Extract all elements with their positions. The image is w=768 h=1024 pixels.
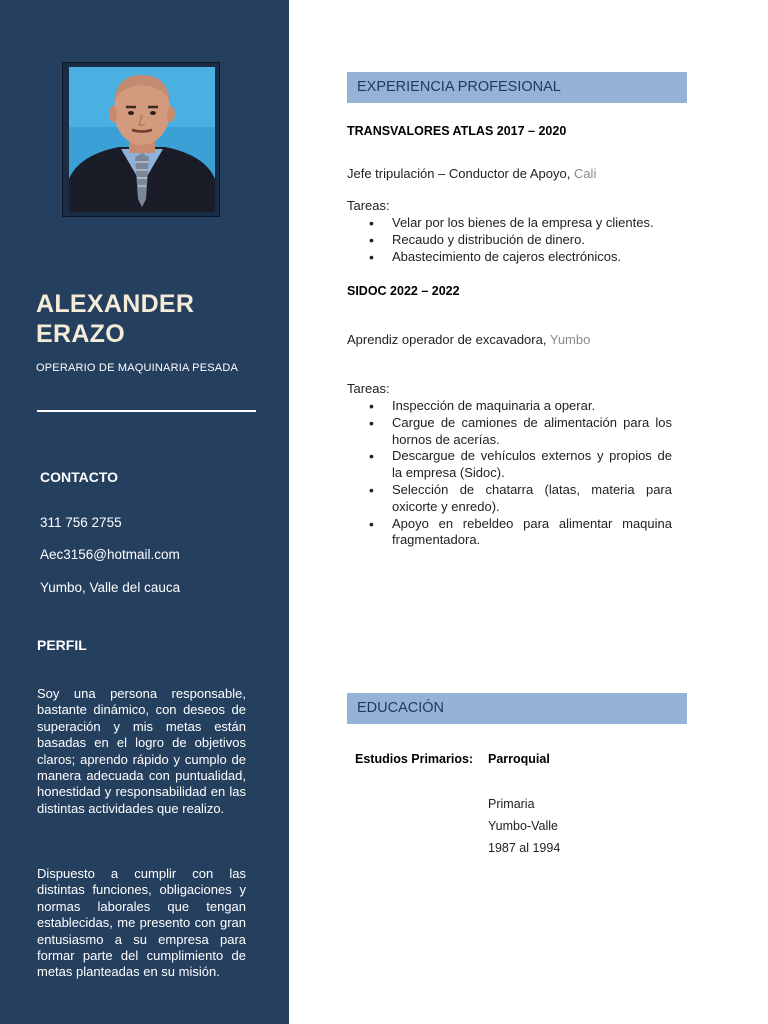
education-place: Yumbo-Valle (488, 819, 558, 833)
education-level: Primaria (488, 797, 535, 811)
list-item: • Cargue de camiones de alimentación para los hornos de acerías. (347, 415, 672, 449)
contact-heading: CONTACTO (40, 469, 119, 485)
job-position-title-2: Aprendiz operador de excavadora (347, 332, 543, 347)
sidebar (0, 0, 289, 1024)
experience-heading: EXPERIENCIA PROFESIONAL (347, 72, 687, 103)
list-item: • Inspección de maquinaria a operar. (347, 398, 672, 415)
last-name: ERAZO (36, 320, 125, 348)
divider (37, 410, 256, 412)
portrait-image (69, 67, 215, 212)
main-content (289, 0, 768, 1024)
tasks-label-2: Tareas: (347, 381, 390, 396)
list-item: • Descargue de vehículos externos y propios de la empresa (Sidoc). (347, 448, 672, 482)
education-heading: EDUCACIÓN (347, 693, 687, 724)
job-role: OPERARIO DE MAQUINARIA PESADA (36, 362, 239, 374)
job-company-1: TRANSVALORES ATLAS 2017 – 2020 (347, 124, 567, 138)
job-position-1: Jefe tripulación – Conductor de Apoyo, Cali (347, 166, 597, 181)
perfil-heading: PERFIL (37, 637, 87, 653)
contact-phone: 311 756 2755 (40, 515, 122, 530)
job-location-2: Yumbo (549, 332, 591, 347)
list-item: • Selección de chatarra (latas, materia para oxicorte y enredo). (347, 482, 672, 516)
perfil-paragraph-2: Dispuesto a cumplir con las distintas funciones, obligaciones y normas laborales que tengan establecidas, me presento con gran entusiasmo a su empresa para formar parte del cumplimiento de metas planteadas en su misión. (37, 866, 246, 980)
task-list-2 (347, 398, 672, 549)
list-item: • Abastecimiento de cajeros electrónicos. (347, 249, 672, 266)
job-position-2: Aprendiz operador de excavadora, Yumbo (347, 332, 591, 347)
education-school: Parroquial (488, 752, 550, 766)
contact-location: Yumbo, Valle del cauca (40, 580, 181, 595)
education-years: 1987 al 1994 (488, 841, 561, 855)
first-name: ALEXANDER (36, 290, 195, 318)
education-label: Estudios Primarios: (355, 752, 474, 766)
list-item: • Velar por los bienes de la empresa y clientes. (347, 215, 672, 232)
profile-photo (62, 62, 220, 217)
job-location-1: Cali (573, 166, 597, 181)
job-position-title-1: Jefe tripulación – Conductor de Apoyo (347, 166, 567, 181)
tasks-label-1: Tareas: (347, 198, 390, 213)
job-company-2: SIDOC 2022 – 2022 (347, 284, 460, 298)
perfil-paragraph-1: Soy una persona responsable, bastante dinámico, con deseos de superación y mis metas están basadas en el logro de objetivos claros; aprendo rápido y cumplo de manera adecuada con puntualidad, honestidad y responsabilidad en las distintas actividades que realizo. (37, 686, 246, 816)
list-item: • Apoyo en rebeldeo para alimentar maquina fragmentadora. (347, 516, 672, 550)
candidate-name (36, 289, 276, 349)
list-item: • Recaudo y distribución de dinero. (347, 232, 672, 249)
contact-email: Aec3156@hotmail.com (40, 547, 180, 562)
task-list-1 (347, 215, 672, 265)
